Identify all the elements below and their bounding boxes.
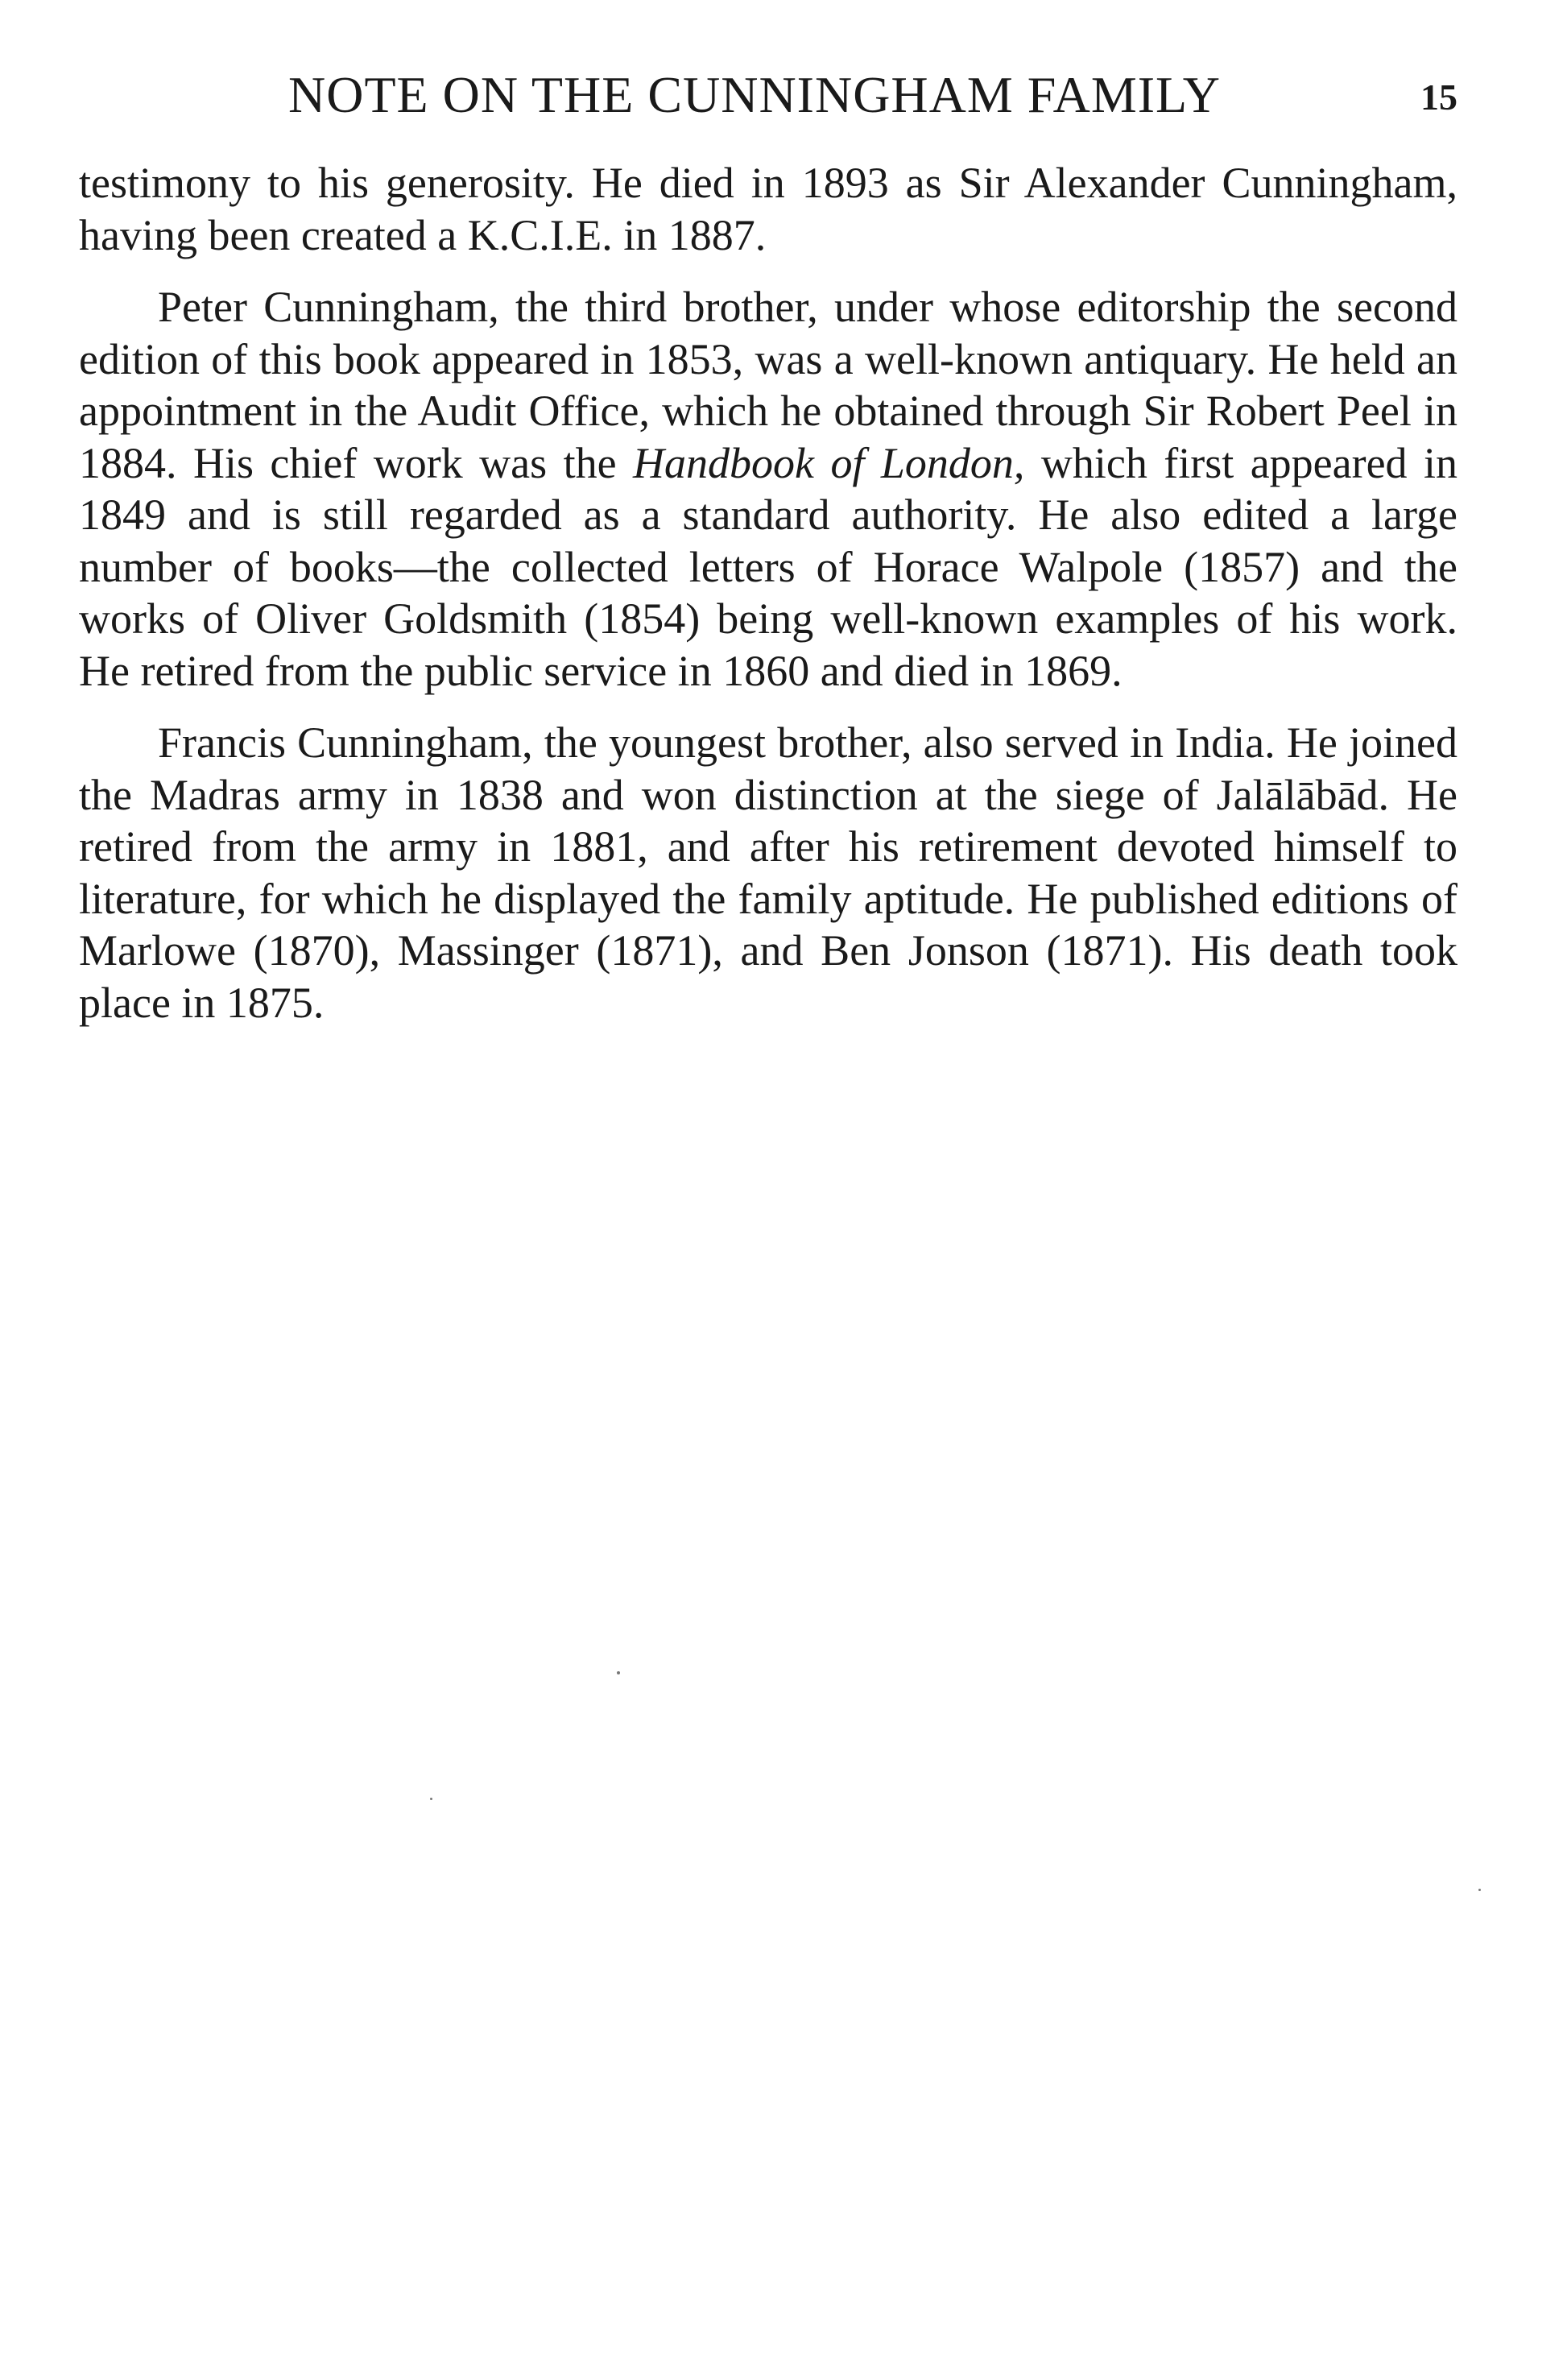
scan-speck	[1478, 1889, 1481, 1891]
page-number: 15	[1420, 77, 1457, 118]
paragraph-text: Peter Cunningham, the third brother, under whose editorship the second edition of this book appeared in 1853, was a well-known antiquary. He held an appointment in the Audit Office, which he obtained through Sir Robert Peel in 1884. His chief work was the	[79, 283, 1457, 487]
book-title-italic: Handbook of London,	[633, 438, 1025, 487]
paragraph-peter-cunningham	[79, 281, 1457, 697]
scan-speck	[617, 1671, 620, 1674]
running-head-title: NOTE ON THE CUNNINGHAM FAMILY	[288, 66, 1221, 123]
paragraph-continuation: testimony to his generosity. He died in 1893 as Sir Alexander Cunningham, having been created a K.C.I.E. in 1887.	[79, 159, 1457, 259]
body-text	[79, 157, 1457, 1049]
paragraph-francis-cunningham: Francis Cunningham, the youngest brother, also served in India. He joined the Madras army in 1838 and won distinction at the siege of Jalālābād. He retired from the army in 1881, and after his retirement devoted himself to literature, for which he displayed the family aptitude. He published editions of Marlowe (1870), Massinger (1871), and Ben Jonson (1871). His death took place in 1875.	[79, 718, 1457, 1027]
paragraph-text: which first appeared in 1849 and is still regarded as a standard authority. He also edited a large number of books—the collected letters of Horace Walpole (1857) and the works of Oliver Goldsmith (1854) being well-known examples of his work. He retired from the public service in 1860 and died in 1869.	[79, 438, 1458, 695]
running-head	[79, 63, 1457, 127]
scan-speck	[430, 1798, 432, 1800]
